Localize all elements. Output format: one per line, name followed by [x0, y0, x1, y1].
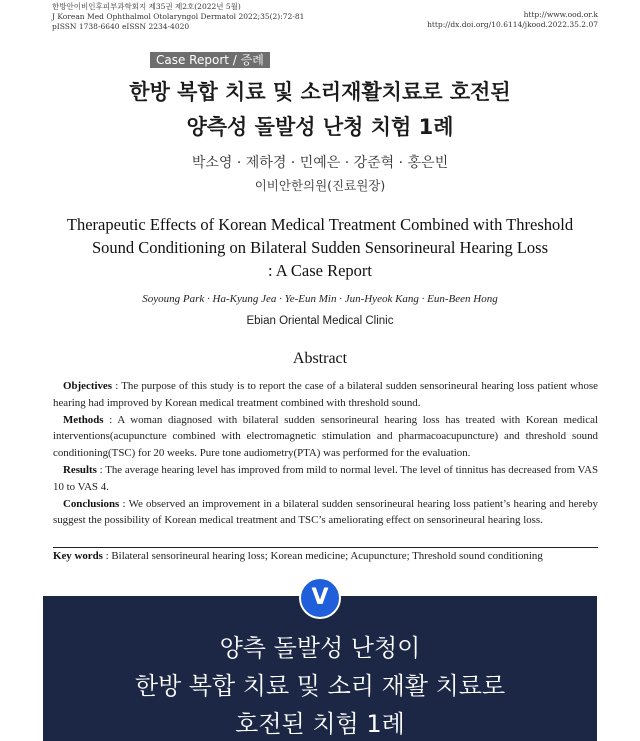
section-text: The average hearing level has improved from mild to normal level. The level of tinnitus has decreased from VAS 10 to VAS 4. — [53, 463, 598, 493]
v-check-badge-icon: V — [299, 577, 341, 619]
key-words-text: Bilateral sensorineural hearing loss; Korean medicine; Acupuncture; Threshold sound conditioning — [111, 550, 543, 562]
korean-affiliation: 이비안한의원(진료원장) — [254, 178, 386, 193]
banner-line-1: 양측 돌발성 난청이 — [219, 634, 421, 662]
section-separator: : — [112, 380, 122, 392]
section-text: We observed an improvement in a bilateral sudden sensorineural hearing loss patient’s hearing and hereby suggest the possibility of Korean medical treatment and TSC’s ameliorating effect on sensorineural hearing loss. — [53, 497, 598, 527]
doi-link[interactable]: http://dx.doi.org/10.6114/jkood.2022.35.2.07 — [427, 20, 598, 29]
journal-citation — [52, 2, 304, 32]
key-words-separator: : — [102, 550, 112, 562]
journal-links — [427, 10, 598, 30]
key-words — [53, 547, 598, 565]
section-label: Methods — [63, 413, 104, 426]
section-separator: : — [119, 497, 129, 510]
section-label: Objectives — [63, 380, 112, 392]
korean-title-line-2: 양측성 돌발성 난청 치험 1례 — [186, 115, 454, 139]
abstract-methods — [53, 412, 598, 462]
abstract-body — [53, 378, 598, 547]
english-title-line-3: : A Case Report — [267, 261, 373, 280]
section-label: Conclusions — [63, 497, 120, 510]
journal-citation-line: pISSN 1738-6640 eISSN 2234-4020 — [52, 22, 190, 31]
section-text: A woman diagnosed with bilateral sudden sensorineural hearing loss has treated with Korean medical interventions(acupuncture combined with electromagnetic stimulation and pharmacoacupuncture) and threshold sound conditioning(TSC) for 20 weeks. Pure tone audiometry(PTA) was performed for the evaluation. — [53, 413, 598, 460]
key-words-label: Key words — [53, 550, 103, 562]
banner-line-3: 호전된 치험 1례 — [235, 710, 405, 738]
korean-authors: 박소영 · 제하경 · 민예은 · 강준혁 · 홍은빈 — [191, 155, 449, 171]
abstract-conclusions — [53, 496, 598, 530]
journal-citation-line: J Korean Med Ophthalmol Otolaryngol Dermatol 2022;35(2):72-81 — [52, 12, 305, 21]
section-separator: : — [96, 463, 106, 476]
abstract-objectives — [53, 378, 598, 412]
section-text: The purpose of this study is to report the case of a bilateral sudden sensorineural hearing loss patient whose hearing had improved by Korean medical treatment combined with threshold sound. — [53, 380, 598, 409]
banner-line-2: 한방 복합 치료 및 소리 재활 치료로 — [134, 672, 506, 700]
english-affiliation: Ebian Oriental Medical Clinic — [246, 315, 394, 327]
journal-url-link[interactable]: http://www.ood.or.k — [523, 10, 598, 19]
english-title-line-1: Therapeutic Effects of Korean Medical Treatment Combined with Threshold — [66, 215, 574, 234]
korean-title-line-1: 한방 복합 치료 및 소리재활치료로 호전된 — [129, 80, 511, 104]
abstract-results — [53, 462, 598, 496]
english-authors: Soyoung Park · Ha-Kyung Jea · Ye-Eun Min · Jun-Hyeok Kang · Eun-Been Hong — [142, 293, 498, 305]
journal-citation-line: 한방안이비인후피부과학회지 제35권 제2호(2022년 5월) — [52, 2, 241, 11]
case-report-tag: Case Report / 증례 — [150, 52, 270, 68]
abstract-heading: Abstract — [292, 350, 348, 367]
section-label: Results — [63, 463, 97, 476]
english-title-line-2: Sound Conditioning on Bilateral Sudden Sensorineural Hearing Loss — [92, 238, 548, 257]
section-separator: : — [103, 413, 118, 426]
